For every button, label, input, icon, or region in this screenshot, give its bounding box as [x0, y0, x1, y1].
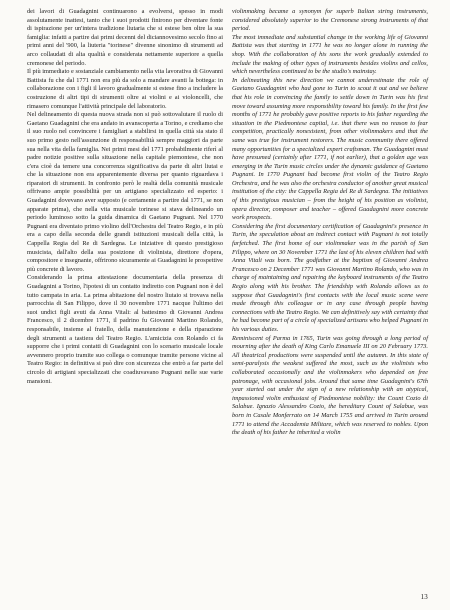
english-paragraph: Reminiscent of Parma in 1765, Turin was going through a long period of mourning after the death of King Carlo Emanuele III on 20 February 1773. All theatrical productions were suspended until the autumn. In this state of semi-paralysis the weakest suffered the most, such as the violinists who collaborated occasionally and the violinmakers who depended on free patronage, with occasional jobs. Around that same time Guadagnini's 67th year started out under the sign of a new relationship with an atypical, impassioned violin enthusiast of Piedmontese nobility: the Count Cozio di Salabue. Ignazio Alessandro Cozio, the hereditary Count of Salabue, was born in Casale Monferrato on 14 March 1755 and arrived in Turin around 1771 to attend the Accademia Militare, which was reserved to nobles. Upon the death of his father he inherited a violin — [232, 334, 428, 437]
two-column-layout — [27, 8, 428, 438]
italian-paragraph: Nel delineamento di questa nuova strada non si può sottovalutare il ruolo di Gaetano Guadagnini che era andato in avanscoperta a Torino, e crediamo che il suo ruolo nel convincere i famigliari a stabilirsi in quella città sia stato il suo primo gesto nell'assunzione di responsabilità sempre maggiori da parte sua nella vita della famiglia. Nei primi mesi del 1771 probabilmente riferì al padre notizie positive sulla situazione nella capitale piemontese, che non c'era cioè da temere una concorrenza significativa da parte di altri liutai e che la situazione non era apparentemente diversa per quanto riguardava i riparatori di strumenti. In confronto però le realtà della comunità musicale offrivano ampie possibilità per un artigiano specializzato ed esperto: i Guadagnini dovevano aver supposto (e certamente a partire dal 1771, se non apparate prima), che nella vita musicale torinese si stava delineando un periodo luminoso sotto la guida dinamica di Gaetano Pugnani. Nel 1770 Pugnani era diventato primo violino dell'Orchestra del Teatro Regio, e in più era a capo della seconda delle grandi istituzioni musicali della città, la Cappella Regia del Re di Sardegna. Le iniziative di questo prestigioso musicista, dall'alto della sua posizione di violinista, direttore d'opera, compositore e insegnante, offrirono sicuramente ai Guadagnini le prospettive più concrete di lavoro. — [27, 111, 224, 273]
english-paragraph: In delineating this new direction we cannot underestimate the role of Gaetano Guadagnini who had gone to Turin to scout it out and we believe that his role in convincing the family to settle down in Turin was his first move toward assuming more responsibility toward his family. In the first few months of 1771 he probably gave positive reports to his father regarding the situation in the Piedmontese capital, i.e. that there was no reason to fear competition, practically nonexistent, from other violinmakers and that the same was true for instrument restorers. The music community there offered many opportunities for a specialized expert craftsman. The Guadagnini must have presumed (certainly after 1771, if not earlier), that a golden age was emerging in the Turin music circles under the dynamic guidance of Gaetano Pugnani. In 1770 Pugnani had become first violin of the Teatro Regio Orchestra, and he was also the orchestra conductor of another great musical institution of the city: the Cappella Regia del Re di Sardegna. The initiatives of this prestigious musician – from the height of his position as violinist, opera director, composer and teacher – offered Guadagnini more concrete work prospects. — [232, 76, 428, 222]
italian-paragraph: Il più immediato e sostanziale cambiamento nella vita lavorativa di Giovanni Battista fu che dal 1771 non era più da solo a mandare avanti la bottega: in collaborazione con i figli il lavoro gradualmente si estese fino a includere la costruzione di altri tipi di strumenti oltre ai violini e ai violoncelli, che rimasero comunque l'attività principale del laboratorio. — [27, 68, 223, 110]
italian-text-column — [27, 8, 223, 438]
italian-paragraph: Considerando la prima attestazione documentaria della presenza di Guadagnini a Torino, l'ipotesi di un contatto indiretto con Pugnani non è del tutto campata in aria. La prima abitazione del nostro liutaio si trovava nella parrocchia di San Filippo, dove il 30 novembre 1771 nacque l'ultimo dei suoi undici figli avuti da Anna Vitali: al battesimo di Giovanni Andrea Francesco, il 2 dicembre 1771, il padrino fu Giovanni Martino Rolando, responsabile, insieme al fratello, della manutenzione e della riparazione degli strumenti a tastiera del Teatro Regio. L'amicizia con Rolando ci fa supporre che i primi contatti di Guadagnini con lo scenario musicale locale avvennero proprio tramite suo collega o comunque tramite persone vicine al Teatro Regio: in definitiva si può dire con sicurezza che entrò a far parte del circolo di artigiani specializzati che coadiuvavano Pugnani nelle sue varie mansioni. — [27, 274, 223, 385]
english-paragraph: Considering the first documentary certification of Guadagnini's presence in Turin, the speculation about an indirect contact with Pugnani is not totally farfetched. The first home of our violinmaker was in the parish of San Filippo, where on 30 November 1771 the last of his eleven children had with Anna Vitali was born. The godfather at the baptism of Giovanni Andrea Francesco on 2 December 1771 was Giovanni Martino Rolando, who was in charge of maintaining and repairing the keyboard instruments of the Teatro Regio along with his brother. The friendship with Rolando allows us to suppose that Guadagnini's first contacts with the local music scene were made through this colleague or in any case through people having connections with the Teatro Regio. We can definitively say with certainty that he had become part of a circle of specialized artisans who helped Pugnani in his various duties. — [232, 222, 428, 333]
english-text-column — [232, 8, 428, 438]
english-paragraph: The most immediate and substantial change in the working life of Giovanni Battista was that starting in 1771 he was no longer alone in running the shop. With the collaboration of his sons the work gradually extended to include the making of other types of instruments besides violins and cellos, which nevertheless continued to be the studio's mainstay. — [232, 33, 428, 76]
italian-paragraph: dei lavori di Guadagnini continuarono a evolversi, spesso in modi assolutamente inattesi, tanto che i suoi prodotti finirono per diventare fonte di ispirazione per un'intera tradizione liutaria che si estese ben oltre la sua famiglia: infatti a partire dai primi decenni del diciannovesimo secolo fino ai primi anni del '900, la liuteria "torinese" divenne sinonimo di strumenti ad arco collaudati di alta qualità e considerata nettamente superiore a quella cremonese del periodo. — [27, 8, 223, 67]
english-paragraph: violinmaking became a synonym for superb Italian string instruments, considered absolutely superior to the Cremonese strong instruments of that period. — [232, 8, 428, 33]
page-number: 13 — [420, 593, 428, 601]
